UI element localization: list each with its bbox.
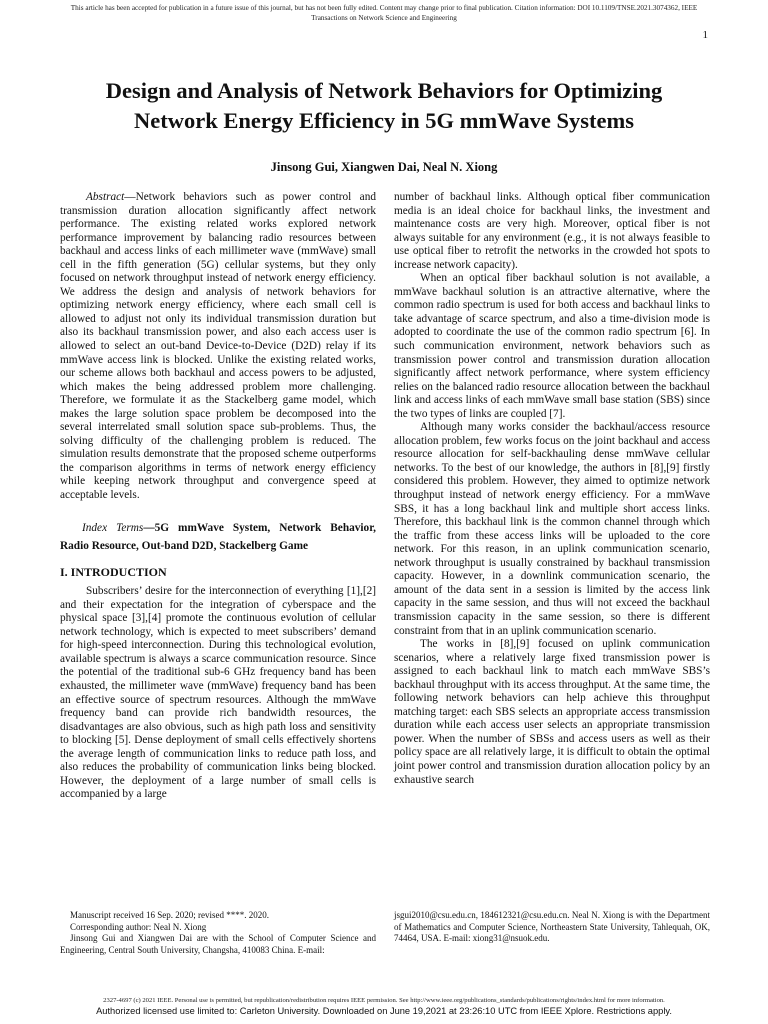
index-terms-text: —5G mmWave System, Network Behavior, Radio Resource, Out-band D2D, Stackelberg Game: [60, 521, 376, 552]
abstract-label: Abstract: [86, 191, 125, 203]
section-heading-introduction: I. INTRODUCTION: [60, 564, 167, 579]
abstract-text: —Network behaviors such as power control and transmission duration allocation significantly affect network performance. The existing related works explored network performance improvement by balancing radio resources between backhaul and access links of each millimeter wave (mmWave) small cell in the fifth generation (5G) cellular systems, but they only focused on network throughput instead of network energy efficiency. We address the design and analysis of network behaviors for optimizing network energy efficiency, where each small cell is allowed to adjust not only its individual transmission duration but also its backhaul transmission power, and also each access user is allowed to select an out-band Device-to-Device (D2D) relay if its mmWave access link is blocked. Unlike the existing related works, our scheme allows both backhaul and access powers to be adjusted, which makes the being addressed problem more challenging. Therefore, we formulate it as the Stackelberg game model, which makes the large solution space problem be decomposed into the several interrelated small solution space sub-problems. Thus, the solving difficulty of the challenging problem is reduced. The simulation results demonstrate that the proposed scheme outperforms the comparison algorithms in terms of network energy efficiency while keeping network throughput and convergence speed at acceptable levels.: [60, 191, 376, 502]
left-column: [60, 191, 376, 802]
paper-authors: Jinsong Gui, Xiangwen Dai, Neal N. Xiong: [270, 160, 498, 174]
footnote-corresponding: Corresponding author: Neal N. Xiong: [70, 921, 207, 932]
index-terms: [60, 519, 376, 555]
paper-title-line2: Network Energy Efficiency in 5G mmWave Systems: [134, 108, 634, 133]
paper-title-line1: Design and Analysis of Network Behaviors for Optimizing: [105, 78, 663, 103]
abstract: [60, 191, 376, 503]
footnote-emails: jsgui2010@csu.edu.cn, 184612321@csu.edu.cn. Neal N. Xiong is with the Department of Mathematics and Computer Science, Northeastern State University, Tahlequah, OK, 74464, USA. E-mail: xiong31@nsuok.edu.: [394, 910, 710, 943]
intro-paragraph-3: When an optical fiber backhaul solution is not available, a mmWave backhaul solution is an attractive alternative, where the common radio spectrum is used for both access and backhaul links to take advantage of scarce spectrum, and also a time-division mode is adopted to coordinate the use of the common radio spectrum [6]. In such communication environment, network behaviors such as transmission power control and transmission duration allocation significantly affect network performance, where system efficiency relies on the balanced radio resource allocation between the backhaul link and access links of each mmWave small base station (SBS) since the two types of links are coupled [7].: [394, 272, 710, 420]
intro-paragraph-5: The works in [8],[9] focused on uplink communication scenarios, where a relatively large fixed transmission power is assigned to each backhaul link to match each mmWave SBS’s backhaul throughput with its access throughput. At the same time, the following network behaviors can help achieve this throughput matching target: each SBS selects an appropriate access transmission duration while each access user selects an appropriate transmission power. When the number of SBSs and access users as well as their policy space are all relatively large, it is difficult to obtain the optimal joint power control and transmission duration allocation policy by an exhaustive search: [394, 638, 710, 786]
index-terms-label: Index Terms: [82, 521, 144, 534]
paper-title: [40, 76, 728, 136]
page-number: 1: [702, 29, 708, 41]
journal-notice-line2: Transactions on Network Science and Engineering: [311, 14, 457, 22]
footnote-affiliation: Jinsong Gui and Xiangwen Dai are with the School of Computer Science and Engineering, Central South University, Changsha, 410083 China. E-mail:: [60, 933, 376, 955]
intro-paragraph-4: Although many works consider the backhaul/access resource allocation problem, few works focus on the joint backhaul and access resource allocation for self-backhauling dense mmWave cellular networks. To the best of our knowledge, the authors in [8],[9] firstly considered this problem. However, they aimed to optimize network throughput instead of network energy efficiency. For a mmWave SBS, it has a long backhaul link and multiple short access links. Therefore, this backhaul link is the common channel through which the traffic from these access links will be uploaded to the core network. For this reason, in an uplink communication scenario, network throughput is usually constrained by backhaul transmission capacity. However, in a downlink communication scenario, the amount of the data sent in a session is limited by the access link capacity in the same session, and thus will not exceed the backhaul transmission capacity in the same session, so there is different constraint from that in an uplink communication scenario.: [394, 421, 710, 637]
intro-paragraph-1: Subscribers’ desire for the interconnection of everything [1],[2] and their expectation for the integration of cyberspace and the physical space [3],[4] promote the continuous evolution of cellular network technology, which is expected to meet subscribers’ demand for high-speed interconnection. During this technological evolution, available spectrum is always a scarce communication resource. Since the potential of the traditional sub-6 GHz frequency band has been exhausted, the millimeter wave (mmWave) frequency band has been an effective source of spectrum resources. Although the mmWave frequency band can provide rich bandwidth resources, the disadvantages are also obvious, such as high path loss and sensitivity to blocking [5]. Dense deployment of small cells effectively shortens the average length of communication links to reduce path loss, and also reduces the probability of communication links being blocked. However, the deployment of a large number of small cells is accompanied by a large: [60, 585, 376, 801]
footnote-received: Manuscript received 16 Sep. 2020; revised ****. 2020.: [70, 910, 269, 920]
journal-notice-line1: This article has been accepted for publication in a future issue of this journal, but has not been fully edited. Content may change prior to final publication. Citation information: DOI 10.1109/TNSE.2021.3074362, IEEE: [70, 4, 698, 12]
license-notice: Authorized licensed use limited to: Carleton University. Downloaded on June 19,2021 at 23:26:10 UTC from IEEE Xplore. Restrictions apply.: [96, 1006, 672, 1016]
journal-notice: [0, 3, 768, 23]
footnote-left: [60, 910, 376, 956]
copyright-notice: 2327-4697 (c) 2021 IEEE. Personal use is permitted, but republication/redistribution requires IEEE permission. See http://www.ieee.org/publications_standards/publications/rights/index.html for more information.: [103, 997, 665, 1004]
right-column: [394, 191, 710, 787]
intro-paragraph-2: number of backhaul links. Although optical fiber communication media is an ideal choice for backhaul links, the investment and maintenance costs are very high. Moreover, optical fiber is not always suitable for any environment (e.g., it is not always feasible to use optical fiber to retrofit the networks in the crowded hot spots to increase network capacity).: [394, 191, 710, 271]
footnote-right: [394, 910, 710, 945]
